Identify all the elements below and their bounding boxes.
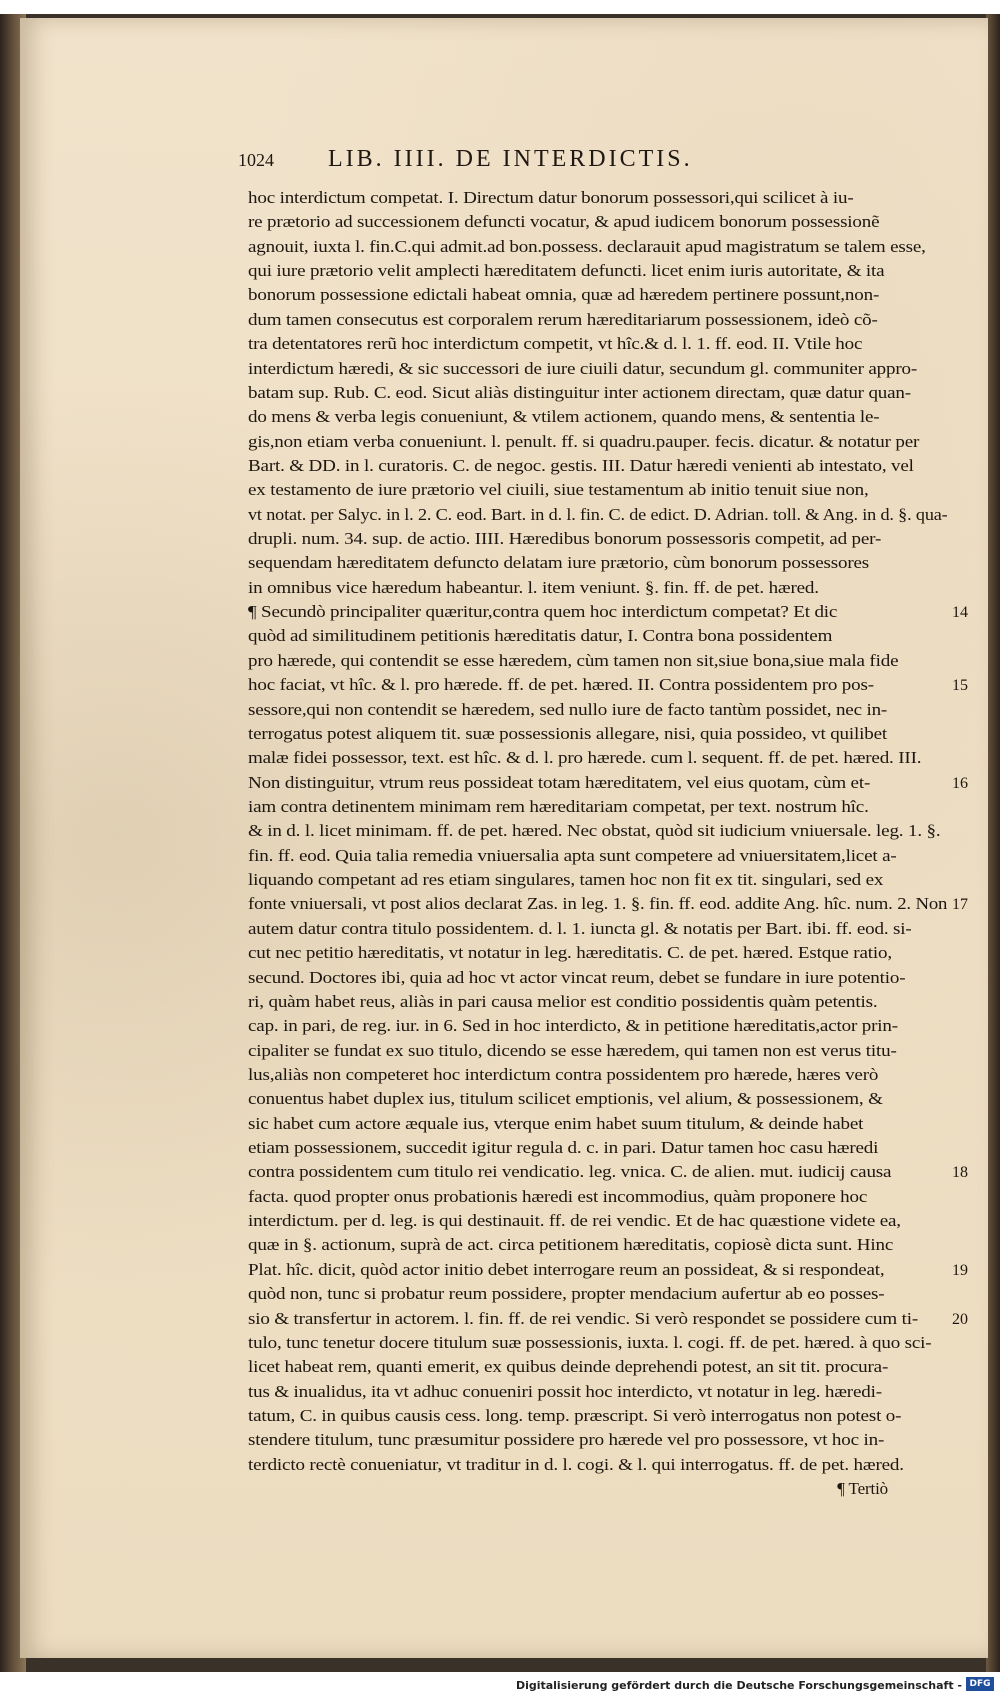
text-line: iam contra detinentem minimam rem hæreditariam competat, per text. nostrum hîc. [248,796,869,816]
viewer-top-strip [0,0,1000,14]
text-line: fonte vniuersali, vt post alios declarat Zas. in leg. 1. §. fin. ff. eod. addite Ang. hîc. num. 2. Non [248,894,948,914]
text-line: sio & transfertur in actorem. l. fin. ff. de rei vendic. Si verò respondet se possidere cum ti- [248,1308,919,1328]
text-line: ¶ Secundò principaliter quæritur,contra quem hoc interdictum competat? Et dic [248,602,838,622]
text-line: do mens & verba legis conueniunt, & vtilem actionem, quando mens, & sententia le- [248,407,880,427]
text-line: conuentus habet duplex ius, titulum scilicet emptionis, vel alium, & possessionem, & [248,1089,883,1109]
text-line: liquando competant ad res etiam singulares, tamen hoc non fit ex tit. singulari, sed ex [248,870,884,890]
text-line: hoc interdictum competat. I. Directum datur bonorum possessori,qui scilicet à iu- [248,188,854,207]
text-line: bonorum possessione edictali habeat omnia, quæ ad hæredem pertinere possunt,non- [248,285,880,305]
text-line: in omnibus vice hæredum habeantur. l. item veniunt. §. fin. ff. de pet. hæred. [248,577,819,597]
margin-number: 18 [952,1164,968,1182]
text-line: sic habet cum actore æquale ius, vterque enim habet suum titulum, & deinde habet [248,1113,864,1133]
page-number: 1024 [238,150,274,170]
text-line: Plat. hîc. dicit, quòd actor initio debet interrogare reum an possideat, & si respondeat, [248,1259,885,1279]
text-line: fin. ff. eod. Quia talia remedia vniuersalia apta sunt competere ad vniuersitatem,licet a- [248,845,897,865]
text-line: cut nec petitio hæreditatis, vt notatur in leg. hæreditatis. C. de pet. hæred. Estque ratio, [248,943,892,963]
page-header [238,146,838,176]
text-line: facta. quod propter onus probationis hæredi est incommodius, quàm proponere hoc [248,1186,868,1206]
text-line: terdicto rectè conueniatur, vt traditur in d. l. cogi. & l. qui interrogatus. ff. de pet. hæred. [248,1454,904,1474]
text-line: sessore,qui non contendit se hæredem, sed nullo iure de facto tantùm possidet, nec in- [248,699,888,719]
text-line: quòd non, tunc si probatur reum possidere, propter mendacium aufertur ab eo posses- [248,1284,885,1304]
text-line: & in d. l. licet minimam. ff. de pet. hæred. Nec obstat, quòd sit iudicium vniuersale. leg. 1. §. [248,821,941,841]
text-line: autem datur contra titulo possidentem. d. l. 1. iuncta gl. & notatis per Bart. ibi. ff. eod. si- [248,918,912,938]
text-line: ex testamento de iure prætorio vel ciuili, siue testamentum ab initio tenuit siue non, [248,480,869,500]
text-line: tulo, tunc tenetur docere titulum suæ possessionis, iuxta. l. cogi. ff. de pet. hæred. à quo sci- [248,1332,932,1352]
text-line: gis,non etiam verba conueniunt. l. penult. ff. si quadru.pauper. fecis. dicatur. & notatur per [248,431,920,451]
text-line: malæ fidei possessor, text. est hîc. & d. l. pro hærede. cum l. sequent. ff. de pet. hæred. III. [248,748,922,768]
text-line: re prætorio ad successionem defuncti vocatur, & apud iudicem bonorum possessionẽ [248,212,880,232]
text-line: tra detentatores rerũ hoc interdictum competit, vt hîc.& d. l. 1. ff. eod. II. Vtile hoc [248,334,863,354]
text-line: qui iure prætorio velit amplecti hæreditatem defuncti. licet enim iuris autoritate, & ita [248,261,885,281]
text-line: cap. in pari, de reg. iur. in 6. Sed in hoc interdicto, & in petitione hæreditatis,actor prin- [248,1016,898,1036]
catchword: ¶ Tertiò [837,1479,888,1499]
margin-number: 14 [952,604,968,622]
text-line: Bart. & DD. in l. curatoris. C. de negoc. gestis. III. Datur hæredi venienti ab intestato, vel [248,455,914,475]
margin-number: 20 [952,1310,968,1328]
footer-bar [0,1672,1000,1699]
text-line: tus & inualidus, ita vt adhuc conueniri possit hoc interdicto, vt notatur in leg. hæredi- [248,1381,882,1401]
text-line: agnouit, iuxta l. fin.C.qui admit.ad bon.possess. declarauit apud magistratum se talem esse, [248,236,926,256]
text-line: tatum, C. in quibus causis cess. long. temp. præscript. Si verò interrogatus non potest o- [248,1405,902,1425]
margin-number: 17 [952,896,968,914]
text-line: dum tamen consecutus est corporalem rerum hæreditariarum possessionem, ideò cõ- [248,309,878,329]
text-line: ri, quàm habet reus, aliàs in pari causa melior est conditio possidentis quàm petentis. [248,991,878,1011]
text-line: contra possidentem cum titulo rei vendicatio. leg. vnica. C. de alien. mut. iudicij causa [248,1162,892,1182]
margin-number: 15 [952,677,968,695]
text-line: sequendam hæreditatem defuncto delatam iure prætorio, cùm bonorum possessores [248,553,870,573]
text-line: vt notat. per Salyc. in l. 2. C. eod. Bart. in d. l. fin. C. de edict. D. Adrian. toll. & Ang. in d. §. qua- [248,504,948,524]
text-line: interdictum hæredi, & sic successori de iure ciuili datur, secundum gl. communiter appro- [248,358,918,378]
text-line: interdictum. per d. leg. is qui destinauit. ff. de rei vendic. Et de hac quæstione videte ea, [248,1211,901,1231]
text-line: lus,aliàs non competeret hoc interdictum contra possidentem pro hærede, hæres verò [248,1064,879,1084]
text-line: quòd ad similitudinem petitionis hæreditatis datur, I. Contra bona possidentem [248,626,833,646]
text-line: etiam possessionem, succedit igitur regula d. c. in pari. Datur tamen hoc casu hæredi [248,1138,879,1158]
text-line: terrogatus potest aliquem tit. suæ possessionis allegare, nisi, quia possideo, vt quilibet [248,723,888,743]
text-line: stendere titulum, tunc præsumitur possidere pro hærede vel pro possessore, vt hoc in- [248,1430,885,1450]
text-line: Non distinguitur, vtrum reus possideat totam hæreditatem, vel eius quotam, cùm et- [248,772,871,792]
running-title: LIB. IIII. DE INTERDICTIS. [328,146,693,172]
text-line: secund. Doctores ibi, quia ad hoc vt actor vincat reum, debet se fundare in iure potentio- [248,967,906,987]
dfg-logo: DFG [966,1677,994,1691]
text-line: hoc faciat, vt hîc. & l. pro hærede. ff. de pet. hæred. II. Contra possidentem pro pos- [248,675,874,695]
text-line: cipaliter se fundat ex suo titulo, dicendo se esse hæredem, qui tamen non est verus titu- [248,1040,897,1060]
text-line: drupli. num. 34. sup. de actio. IIII. Hæredibus bonorum possessoris competit, ad per- [248,529,882,549]
text-line: licet habeat rem, quanti emerit, ex quibus deinde deprehendi potest, an sit tit. procura- [248,1357,889,1377]
text-line: quæ in §. actionum, suprà de act. circa petitionem hæreditatis, copiosè dicta sunt. Hinc [248,1235,894,1255]
text-line: pro hærede, qui contendit se esse hæredem, cùm tamen non sit,siue bona,siue mala fide [248,650,899,670]
funding-credit: Digitalisierung gefördert durch die Deutsche Forschungsgemeinschaft - [515,1679,962,1692]
margin-number: 19 [952,1261,968,1279]
margin-number: 16 [952,774,968,792]
body-text [248,186,948,1501]
text-line: batam sup. Rub. C. eod. Sicut aliàs distinguitur inter actionem directam, quæ datur quan- [248,382,911,402]
